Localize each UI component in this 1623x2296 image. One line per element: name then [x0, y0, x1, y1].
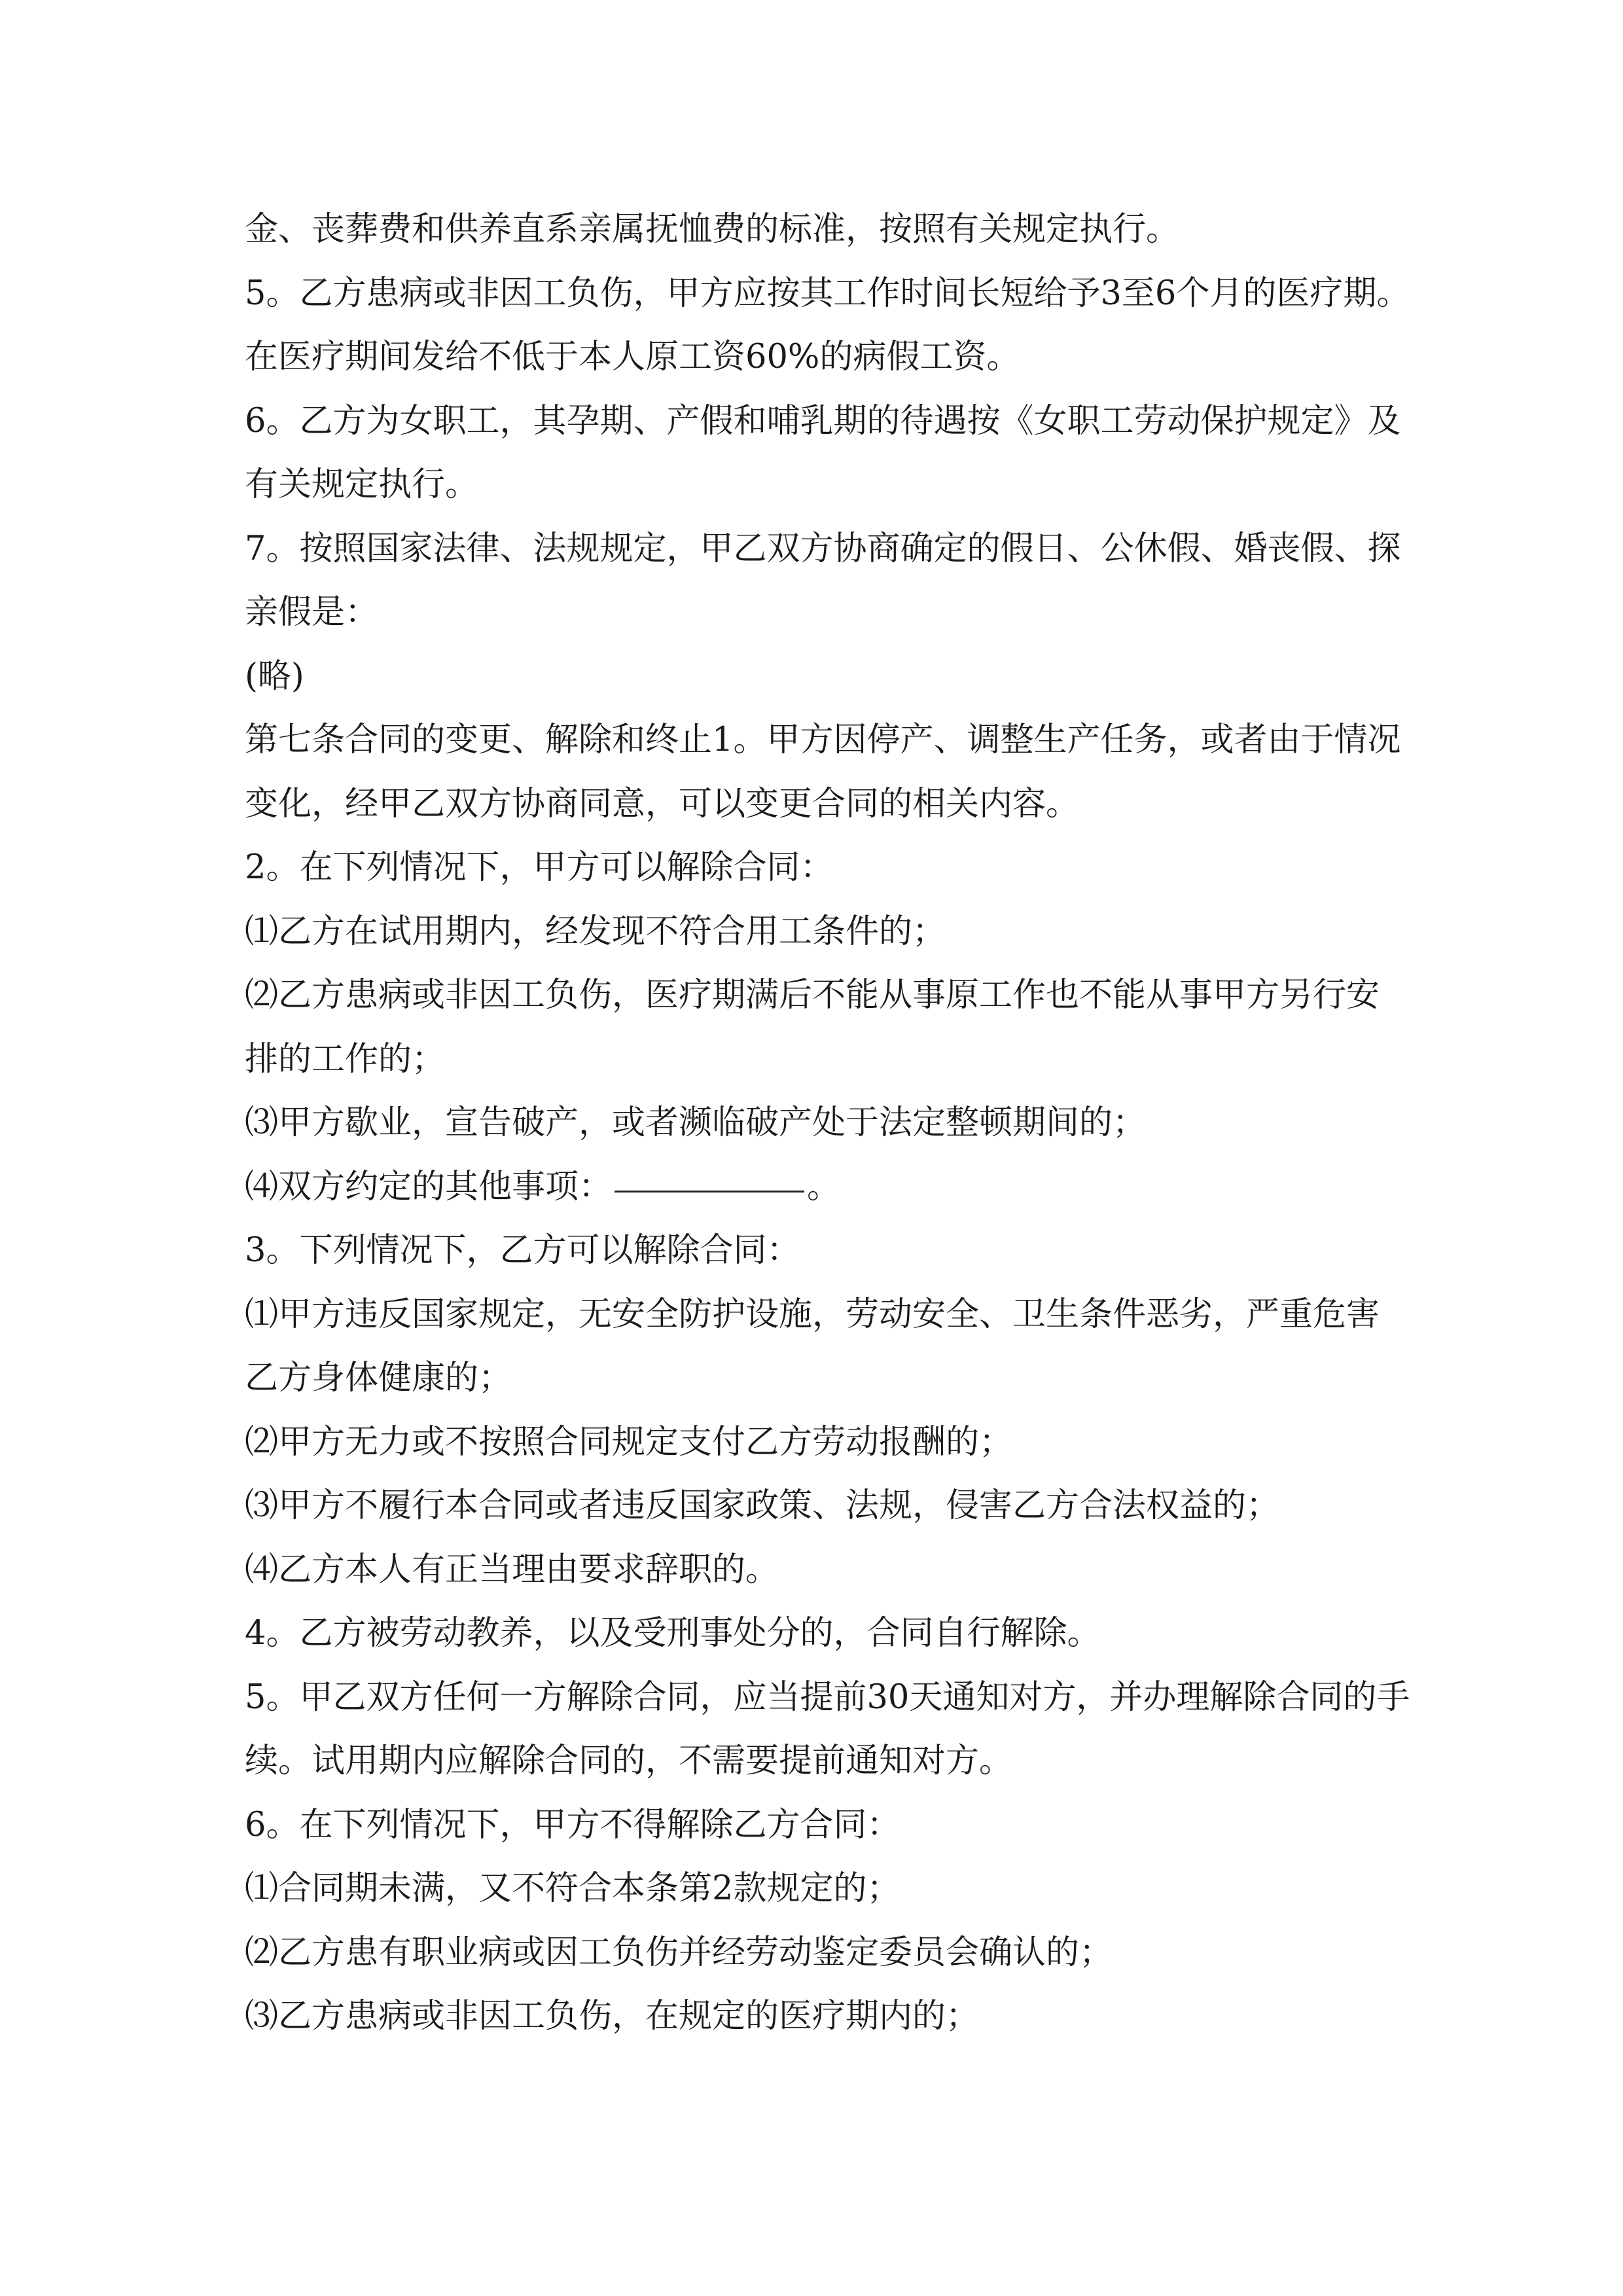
text-line: ⑴甲方违反国家规定，无安全防护设施，劳动安全、卫生条件恶劣，严重危害: [245, 1295, 1380, 1334]
text-line: 在医疗期间发给不低于本人原工资60%的病假工资。: [245, 338, 1020, 376]
text-line: ⑶甲方歇业，宣告破产，或者濒临破产处于法定整顿期间的；: [245, 1103, 1147, 1142]
text-line: (略): [245, 656, 304, 696]
text-line: 排的工作的；: [245, 1039, 446, 1079]
text-line: 4。乙方被劳动教养，以及受刑事处分的，合同自行解除。: [245, 1614, 1101, 1653]
contract-text: [245, 198, 1416, 2049]
text-line: 乙方身体健康的；: [245, 1359, 512, 1397]
text-line: ⑶乙方患病或非因工负伤，在规定的医疗期内的；: [245, 1997, 980, 2036]
text-line: 续。试用期内应解除合同的，不需要提前通知对方。: [245, 1742, 1013, 1780]
text-line: ⑴乙方在试用期内，经发现不符合用工条件的；: [245, 912, 946, 951]
text-line: 7。按照国家法律、法规规定，甲乙双方协商确定的假日、公休假、婚丧假、探: [245, 529, 1401, 568]
text-line: ⑴合同期未满，又不符合本条第2款规定的；: [245, 1869, 901, 1908]
text-line: 5。甲乙双方任何一方解除合同，应当提前30天通知对方，并办理解除合同的手: [245, 1677, 1410, 1717]
fill-in-blank: [615, 1155, 804, 1193]
text-line: ⑷乙方本人有正当理由要求辞职的。: [245, 1550, 779, 1589]
text-line: 变化，经甲乙双方协商同意，可以变更合同的相关内容。: [245, 784, 1080, 823]
text-line: 2。在下列情况下，甲方可以解除合同：: [245, 848, 834, 887]
text-line: 第七条合同的变更、解除和终止1。甲方因停产、调整生产任务，或者由于情况: [245, 721, 1401, 759]
text-line: 5。乙方患病或非因工负伤，甲方应按其工作时间长短给予3至6个月的医疗期。: [245, 274, 1410, 313]
text-line: 有关规定执行。: [245, 465, 479, 504]
text-line: ⑶甲方不履行本合同或者违反国家政策、法规，侵害乙方合法权益的；: [245, 1486, 1280, 1525]
text-line: 金、丧葬费和供养直系亲属抚恤费的标准，按照有关规定执行。: [245, 210, 1180, 249]
blank-field-line: [245, 1155, 1416, 1219]
text-line: 3。下列情况下，乙方可以解除合同：: [245, 1231, 800, 1270]
text-line: 6。乙方为女职工，其孕期、产假和哺乳期的待遇按《女职工劳动保护规定》及: [245, 401, 1401, 440]
text-line: ⑵乙方患有职业病或因工负伤并经劳动鉴定委员会确认的；: [245, 1933, 1113, 1972]
text-line: ⑵乙方患病或非因工负伤，医疗期满后不能从事原工作也不能从事甲方另行安: [245, 976, 1380, 1014]
text-line: 6。在下列情况下，甲方不得解除乙方合同：: [245, 1805, 901, 1844]
text-line: ⑵甲方无力或不按照合同规定支付乙方劳动报酬的；: [245, 1422, 1013, 1462]
text-line: ⑷双方约定的其他事项：: [245, 1167, 613, 1206]
text-line: 亲假是：: [245, 593, 379, 632]
blank-line-end: 。: [807, 1167, 841, 1206]
